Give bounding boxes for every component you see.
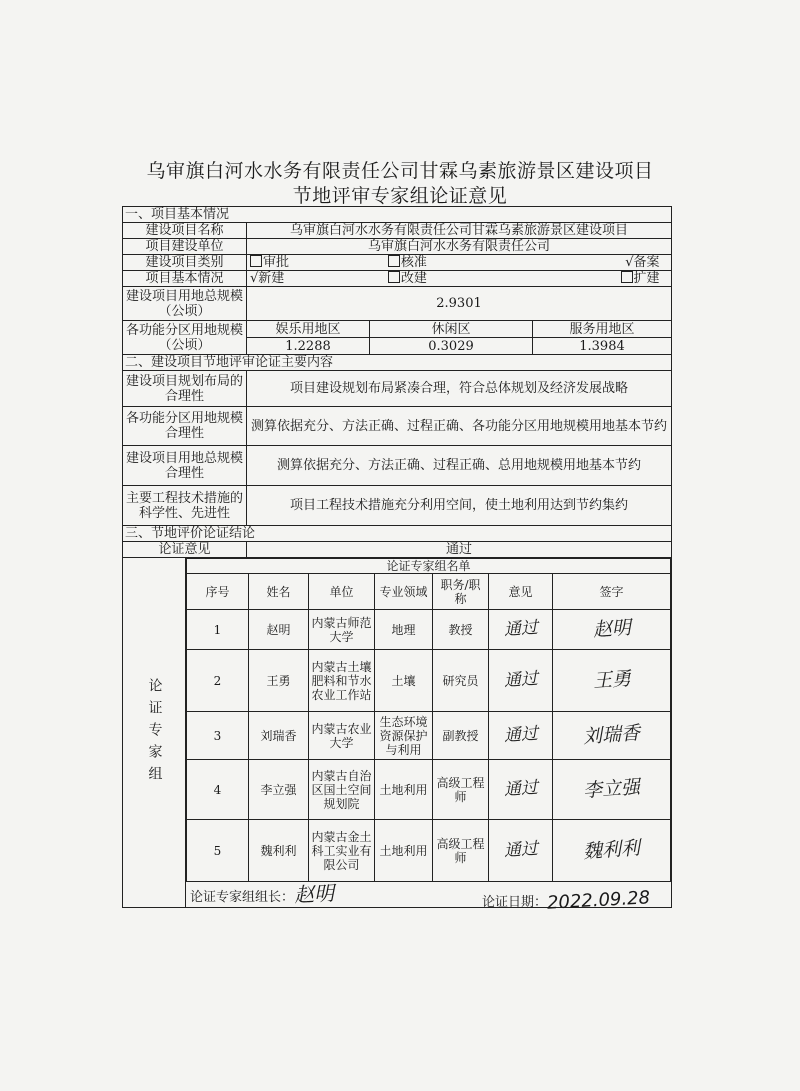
expert-no: 4 — [187, 760, 249, 820]
group-leader-line — [190, 878, 334, 907]
basic-option-rebuild: 改建 — [400, 271, 427, 286]
zone-rationality-label: 各功能分区用地规模合理性 — [123, 407, 247, 446]
expert-unit: 内蒙古师范大学 — [309, 610, 375, 650]
layout-rationality-text: 项目建设规划布局紧凑合理，符合总体规划及经济发展战略 — [247, 371, 672, 407]
expert-field: 土壤 — [375, 650, 433, 712]
basic-option-expand: 扩建 — [633, 271, 660, 286]
zone3-value: 1.3984 — [533, 338, 672, 355]
header-cell: 姓名 — [249, 574, 309, 610]
expert-name: 刘瑞香 — [249, 712, 309, 760]
expert-title: 副教授 — [433, 712, 489, 760]
expert-title: 高级工程师 — [433, 820, 489, 882]
zone-rationality-text: 测算依据充分、方法正确、过程正确、各功能分区用地规模用地基本节约 — [247, 407, 672, 446]
checkbox-icon — [388, 271, 400, 283]
unit-value: 乌审旗白河水水务有限责任公司 — [247, 239, 672, 255]
category-option-approve: 审批 — [263, 255, 290, 270]
basic-options — [247, 271, 672, 287]
expert-no: 5 — [187, 820, 249, 882]
checkbox-icon — [388, 255, 400, 267]
expert-opinion-cell — [489, 650, 553, 712]
evaluation-form — [122, 206, 672, 908]
section-3-heading: 三、节地评价论证结论 — [123, 526, 672, 542]
project-name-label: 建设项目名称 — [123, 223, 247, 239]
expert-sign-cell — [553, 820, 671, 882]
total-rationality-text: 测算依据充分、方法正确、过程正确、总用地规模用地基本节约 — [247, 446, 672, 486]
expert-unit: 内蒙古土壤肥料和节水农业工作站 — [309, 650, 375, 712]
expert-field: 地理 — [375, 610, 433, 650]
date-label: 论证日期： — [482, 895, 548, 910]
expert-row — [187, 650, 671, 712]
date-line — [482, 887, 651, 914]
signature: 刘瑞香 — [582, 721, 641, 748]
header-cell: 单位 — [309, 574, 375, 610]
zone3-name: 服务用地区 — [533, 321, 672, 338]
expert-opinion-cell — [489, 820, 553, 882]
basic-option-new: √新建 — [250, 271, 285, 286]
expert-sign-cell — [553, 610, 671, 650]
checkbox-icon — [621, 271, 633, 283]
expert-row — [187, 820, 671, 882]
opinion-handwritten: 通过 — [502, 838, 539, 862]
technical-measures-label: 主要工程技术措施的科学性、先进性 — [123, 486, 247, 526]
expert-sign-cell — [553, 712, 671, 760]
expert-no: 2 — [187, 650, 249, 712]
category-option-verify: 核准 — [400, 255, 427, 270]
category-option-record: √备案 — [625, 255, 660, 270]
unit-label: 项目建设单位 — [123, 239, 247, 255]
opinion-value: 通过 — [247, 542, 672, 558]
document-title-line1: 乌审旗白河水水务有限责任公司甘霖乌素旅游景区建设项目 — [146, 160, 654, 182]
layout-rationality-label: 建设项目规划布局的合理性 — [123, 371, 247, 407]
header-cell: 意见 — [489, 574, 553, 610]
header-cell: 专业领域 — [375, 574, 433, 610]
header-cell: 序号 — [187, 574, 249, 610]
signature: 李立强 — [582, 775, 641, 802]
expert-field: 生态环境资源保护与利用 — [375, 712, 433, 760]
expert-field: 土地利用 — [375, 820, 433, 882]
total-scale-value: 2.9301 — [247, 287, 672, 321]
expert-group-label: 论证专家组 — [146, 678, 163, 788]
expert-field: 土地利用 — [375, 760, 433, 820]
opinion-handwritten: 通过 — [502, 723, 539, 747]
signature: 魏利利 — [582, 836, 641, 863]
expert-list — [186, 558, 671, 882]
zone2-name: 休闲区 — [370, 321, 533, 338]
expert-name: 魏利利 — [249, 820, 309, 882]
section-2-heading: 二、建设项目节地评审论证主要内容 — [123, 355, 672, 371]
expert-title: 研究员 — [433, 650, 489, 712]
zone-scale-label: 各功能分区用地规模（公顷） — [123, 321, 247, 355]
zone1-value: 1.2288 — [247, 338, 370, 355]
expert-no: 3 — [187, 712, 249, 760]
total-rationality-label: 建设项目用地总规模合理性 — [123, 446, 247, 486]
expert-unit: 内蒙古自治区国土空间规划院 — [309, 760, 375, 820]
basic-label: 项目基本情况 — [123, 271, 247, 287]
opinion-handwritten: 通过 — [502, 668, 539, 692]
expert-sign-cell — [553, 760, 671, 820]
technical-measures-text: 项目工程技术措施充分利用空间，使土地利用达到节约集约 — [247, 486, 672, 526]
section-1-heading: 一、项目基本情况 — [123, 207, 672, 223]
expert-list-title: 论证专家组名单 — [187, 559, 671, 574]
signature: 赵明 — [591, 616, 632, 641]
category-label: 建设项目类别 — [123, 255, 247, 271]
expert-name: 赵明 — [249, 610, 309, 650]
expert-group-cell — [123, 558, 672, 908]
zone1-name: 娱乐用地区 — [247, 321, 370, 338]
expert-name: 李立强 — [249, 760, 309, 820]
expert-no: 1 — [187, 610, 249, 650]
opinion-label: 论证意见 — [123, 542, 247, 558]
expert-row — [187, 610, 671, 650]
header-cell: 签字 — [553, 574, 671, 610]
category-options — [247, 255, 672, 271]
expert-opinion-cell — [489, 760, 553, 820]
expert-unit: 内蒙古金土科工实业有限公司 — [309, 820, 375, 882]
header-cell: 职务/职称 — [433, 574, 489, 610]
date-value: 2022.09.28 — [546, 887, 651, 914]
zone2-value: 0.3029 — [370, 338, 533, 355]
group-leader-signature: 赵明 — [293, 880, 335, 908]
total-scale-label: 建设项目用地总规模（公顷） — [123, 287, 247, 321]
opinion-handwritten: 通过 — [502, 617, 539, 641]
expert-opinion-cell — [489, 610, 553, 650]
expert-name: 王勇 — [249, 650, 309, 712]
document-title-line2: 节地评审专家组论证意见 — [292, 185, 508, 207]
expert-unit: 内蒙古农业大学 — [309, 712, 375, 760]
group-leader-label: 论证专家组组长： — [190, 890, 295, 905]
checkbox-icon — [250, 255, 262, 267]
expert-opinion-cell — [489, 712, 553, 760]
expert-row — [187, 712, 671, 760]
expert-title: 高级工程师 — [433, 760, 489, 820]
opinion-handwritten: 通过 — [502, 777, 539, 801]
expert-row — [187, 760, 671, 820]
project-name: 乌审旗白河水水务有限责任公司甘霖乌素旅游景区建设项目 — [247, 223, 672, 239]
expert-title: 教授 — [433, 610, 489, 650]
signature: 王勇 — [591, 667, 632, 692]
expert-sign-cell — [553, 650, 671, 712]
